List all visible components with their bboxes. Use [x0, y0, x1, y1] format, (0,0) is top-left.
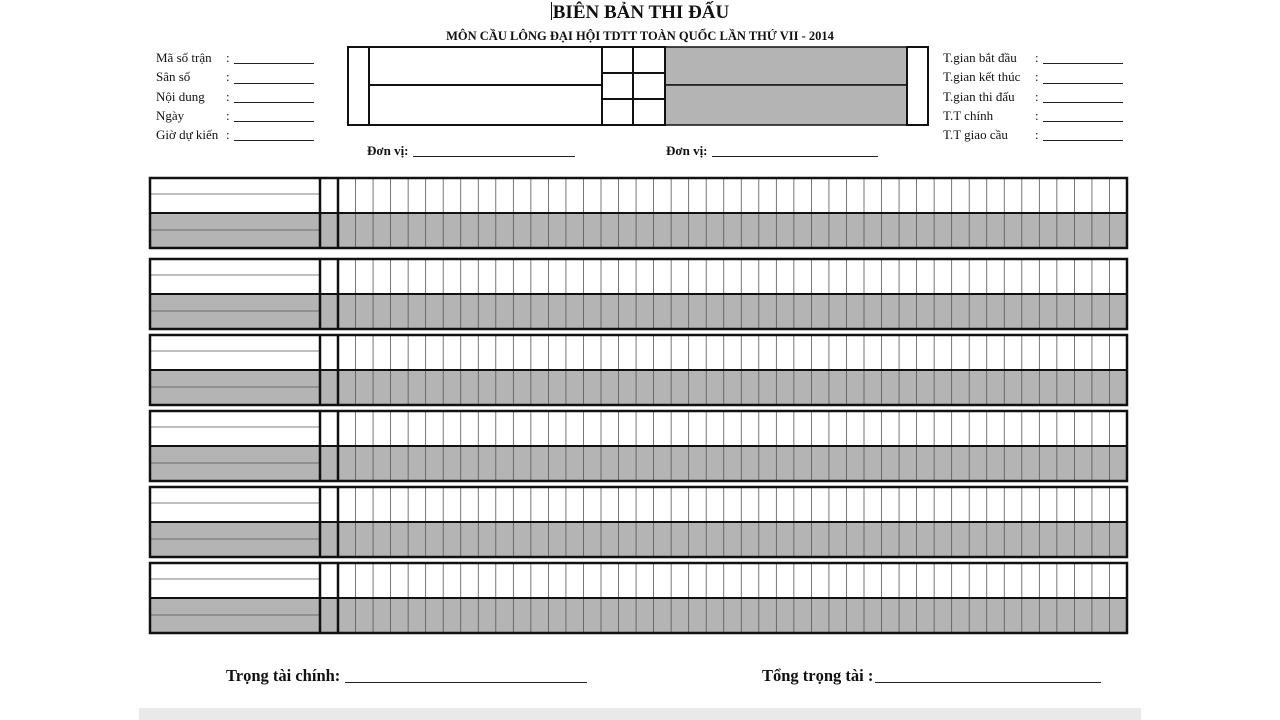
start-time-label: T.gian bắt đầu [943, 50, 1017, 65]
header-score-cell-3[interactable] [602, 73, 633, 99]
head-referee-label: Tổng trọng tài : [762, 666, 874, 685]
umpire-colon: : [1035, 107, 1039, 123]
unit-right-label: Đơn vị: [666, 143, 708, 158]
player-b-row[interactable] [150, 598, 1127, 633]
header-score-cell-2[interactable] [633, 47, 665, 73]
chief-referee-field[interactable] [345, 668, 587, 683]
head-referee-field[interactable] [875, 668, 1101, 683]
header-left-name-1[interactable] [369, 47, 602, 85]
header-left-end-cell[interactable] [348, 47, 369, 125]
sheet-subtitle: MÔN CẦU LÔNG ĐẠI HỘI TDTT TOÀN QUỐC LẦN THỨ VII - 2014 [446, 29, 834, 43]
player-b-row[interactable] [150, 294, 1127, 329]
end-time-label: T.gian kết thúc [943, 69, 1021, 85]
header-right-end-cell[interactable] [907, 47, 928, 125]
match-header-box [348, 47, 928, 125]
game-block [150, 487, 1127, 557]
duration-label: T.gian thi đấu [943, 88, 1015, 104]
header-left-name-2[interactable] [369, 85, 602, 125]
header-score-cell-4[interactable] [633, 73, 665, 99]
duration-colon: : [1035, 88, 1039, 104]
head-referee-signature [762, 666, 1101, 686]
header-score-cell-5[interactable] [602, 99, 633, 125]
player-b-row[interactable] [150, 522, 1127, 557]
end-time-colon: : [1035, 69, 1039, 85]
game-block [150, 335, 1127, 405]
game-block [150, 411, 1127, 481]
scheduled-time-colon: : [226, 127, 230, 143]
date-label: Ngày [156, 107, 185, 123]
chief-referee-label: Trọng tài chính: [226, 666, 341, 685]
game-block [150, 178, 1127, 248]
game-block [150, 563, 1127, 633]
umpire-label: T.T chính [943, 107, 994, 123]
game-block [150, 259, 1127, 329]
unit-left-label: Đơn vị: [367, 143, 409, 158]
player-b-row[interactable] [150, 213, 1127, 248]
player-b-row[interactable] [150, 446, 1127, 481]
court-label: Sân số [156, 69, 191, 85]
service-judge-colon: : [1035, 127, 1039, 143]
header-score-cell-1[interactable] [602, 47, 633, 73]
scheduled-time-label: Giờ dự kiến [156, 127, 219, 143]
sheet-title-text: BIÊN BẢN THI ĐẤU [552, 2, 730, 23]
match-number-colon: : [226, 50, 230, 65]
start-time-colon: : [1035, 50, 1039, 65]
event-colon: : [226, 88, 230, 104]
match-number-label: Mã số trận [156, 50, 212, 65]
date-colon: : [226, 107, 230, 123]
header-right-name-1[interactable] [665, 47, 907, 85]
service-judge-label: T.T giao cầu [943, 127, 1008, 143]
event-label: Nội dung [156, 88, 205, 104]
player-b-row[interactable] [150, 370, 1127, 405]
court-colon: : [226, 69, 230, 85]
chief-referee-signature [226, 666, 587, 686]
header-right-name-2[interactable] [665, 85, 907, 125]
page-bottom-edge [139, 708, 1141, 720]
header-score-cell-6[interactable] [633, 99, 665, 125]
